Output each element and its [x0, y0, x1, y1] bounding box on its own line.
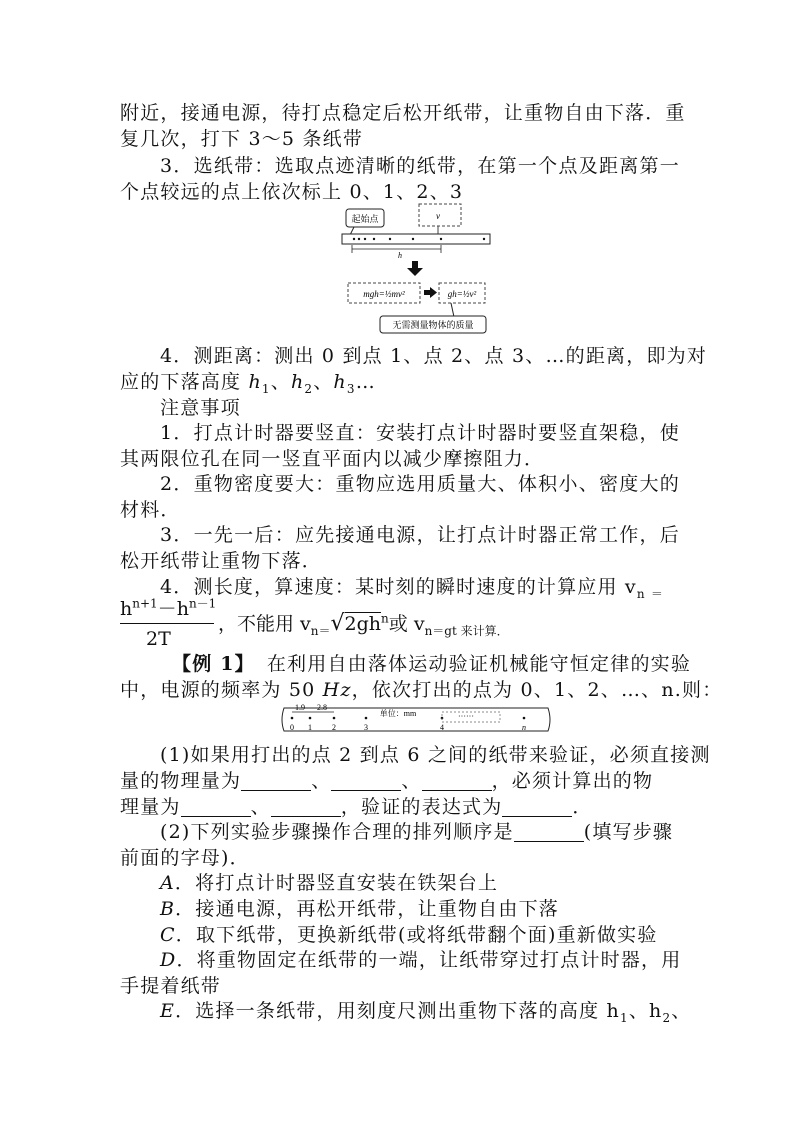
text-line: 中，电源的频率为 50 Hz，依次打出的点为 0、1、2、…、n.则：	[120, 679, 723, 701]
example-line: 【例 1】 在利用自由落体运动验证机械能守恒定律的实验	[172, 653, 692, 675]
fraction-numerator: $h^{n+1}-h^{n-1}$	[120, 596, 217, 620]
option-e: E．选择一条纸带，用刻度尺测出重物下落的高度 $h_1$、$h_2$、	[160, 1000, 692, 1025]
example-label: 【例 1】	[172, 653, 255, 675]
start-point-label: 起始点	[351, 214, 379, 224]
text-line: 材料．	[120, 499, 181, 521]
section-heading: 注意事项	[160, 397, 241, 419]
tick-label: 3	[364, 723, 368, 732]
text-line: 复几次，打下 3～5 条纸带	[120, 128, 364, 150]
text-line: 松开纸带让重物下落．	[120, 550, 323, 572]
h-label: h	[398, 251, 402, 260]
distance-label: 2.8	[317, 703, 327, 712]
text-line: 附近，接通电源，待打点稳定后松开纸带，让重物自由下落．重	[120, 102, 686, 124]
answer-blank[interactable]	[502, 796, 572, 817]
option-a: A．将打点计时器竖直安装在铁架台上	[160, 872, 499, 894]
question-line: (1)如果用打出的点 2 到点 6 之间的纸带来验证，必须直接测	[160, 744, 711, 766]
question-line: 理量为 、 ，验证的表达式为 ．	[120, 796, 593, 818]
text-line: 其两限位孔在同一竖直平面内以减少摩擦阻力．	[120, 448, 545, 470]
answer-blank[interactable]	[181, 796, 251, 817]
answer-blank[interactable]	[271, 796, 341, 817]
text-line: 个点较远的点上依次标上 0、1、2、3	[120, 181, 464, 203]
answer-blank[interactable]	[422, 770, 492, 791]
option-b: B．接通电源，再松开纸带，让重物自由下落	[160, 898, 559, 920]
tick-label: 0	[290, 723, 294, 732]
v-label: v	[436, 211, 440, 221]
eq-right: gh=½v²	[447, 289, 477, 299]
tick-label: n	[522, 723, 526, 732]
note-label: 无需测量物体的质量	[392, 320, 474, 330]
fraction-bar	[120, 623, 214, 624]
tick-label: 2	[332, 723, 336, 732]
question-line: 前面的字母)．	[120, 847, 250, 869]
energy-diagram	[338, 201, 498, 339]
answer-blank[interactable]	[241, 770, 311, 791]
tick-label: 4	[440, 723, 444, 732]
unit-label: 单位：mm	[379, 709, 417, 718]
fraction-denominator: 2T	[146, 628, 171, 650]
eq-left: mgh=½mv²	[363, 289, 405, 299]
distance-label: 1.9	[295, 703, 305, 712]
tape-figure	[278, 700, 558, 738]
answer-blank[interactable]	[331, 770, 401, 791]
text-line: ，不能用 $v_{n=}√2gh^n$或 $v_{n=gt 来计算.}$	[218, 611, 509, 638]
option-c: C．取下纸带，更换新纸带(或将纸带翻个面)重新做实验	[160, 924, 658, 946]
ellipsis: ······	[458, 712, 474, 721]
text-line: 2．重物密度要大：重物应选用质量大、体积小、密度大的	[160, 473, 680, 495]
tick-label: 1	[308, 723, 312, 732]
option-d-cont: 手提着纸带	[120, 975, 222, 997]
question-line: (2)下列实验步骤操作合理的排列顺序是 (填写步骤	[160, 821, 674, 843]
answer-blank[interactable]	[514, 821, 584, 842]
text-line: 3．选纸带：选取点迹清晰的纸带，在第一个点及距离第一	[160, 155, 680, 177]
text-line: 4．测长度，算速度：某时刻的瞬时速度的计算应用 $v_{n =}$	[160, 576, 665, 601]
text-line: 4．测距离：测出 0 到点 1、点 2、点 3、…的距离，即为对	[160, 345, 708, 367]
text-line: 应的下落高度 $h_1$、$h_2$、$h_3\dots$	[120, 371, 376, 396]
text-line: 1．打点计时器要竖直：安装打点计时器时要竖直架稳，使	[160, 422, 680, 444]
text-line: 3．一先一后：应先接通电源，让打点计时器正常工作，后	[160, 524, 680, 546]
question-line: 量的物理量为 、 、 ，必须计算出的物	[120, 770, 654, 792]
option-d: D．将重物固定在纸带的一端，让纸带穿过打点计时器，用	[160, 949, 682, 971]
